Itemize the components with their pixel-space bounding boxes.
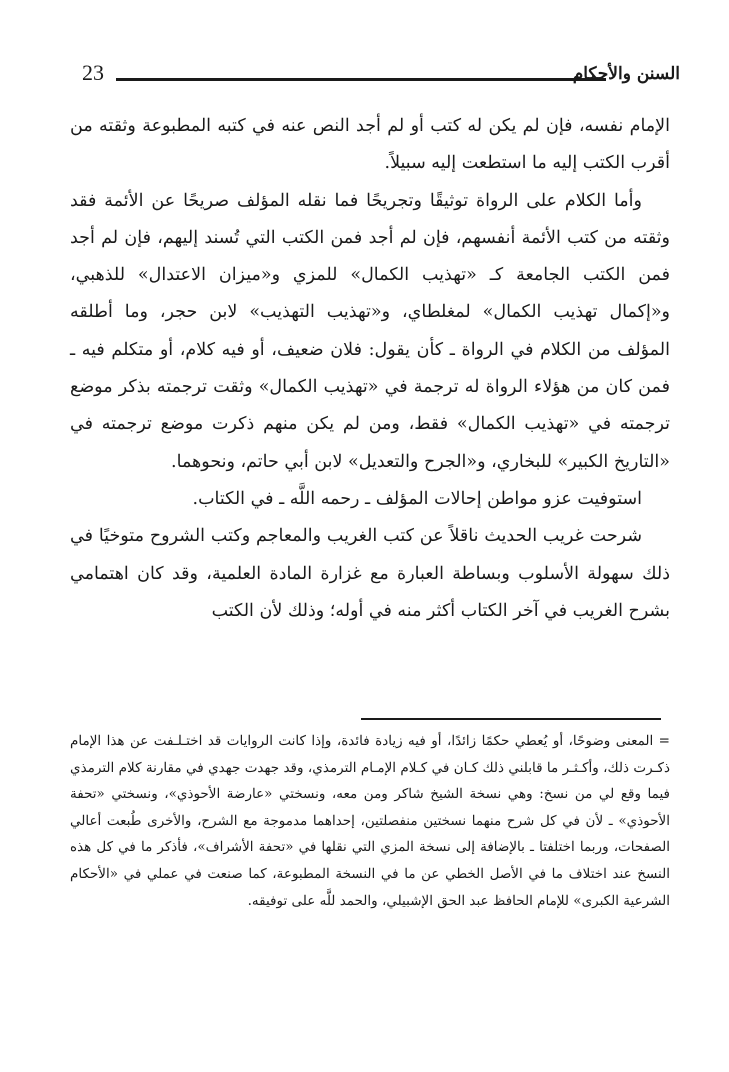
page-header xyxy=(60,60,680,94)
paragraph: شرحت غريب الحديث ناقلاً عن كتب الغريب والمعاجم وكتب الشروح متوخيًا في ذلك سهولة الأسلوب وبساطة العبارة مع غزارة المادة العلمية، وقد كان اهتمامي بشرح الغريب في آخر الكتاب أكثر منه في أوله؛ وذلك لأن الكتب xyxy=(70,526,670,621)
main-text xyxy=(70,108,670,630)
paragraph: الإمام نفسه، فإن لم يكن له كتب أو لم أجد النص عنه في كتبه المطبوعة وثقته من أقرب الكتب إليه ما استطعت إليه سبيلاً. xyxy=(70,116,670,174)
footnote xyxy=(70,728,670,914)
footnote-text: = المعنى وضوحًا، أو يُعطي حكمًا زائدًا، أو فيه زيادة فائدة، وإذا كانت الروايات قد اختـلـفت عن هذا الإمام ذكـرت ذلك، وأكـثـر ما قابلني ذلك كـان في كـلام الإمـام الترمذي، وقد جهدت جهدي في مقارنة كلام الترمذي فيما وقع لي من نسخ: وهي نسخة الشيخ شاكر ومن معه، ونسختي «عارضة الأحوذي»، ونسختي «تحفة الأحوذي» ـ لأن في كل شرح منهما نسختين منفصلتين، إحداهما مدموجة مع الشرح، والأخرى طُبعت أعالي الصفحات، وربما اختلفتا ـ بالإضافة إلى نسخة المزي التي نقلها في «تحفة الأشراف»، فأذكر ما في كل هذه النسخ عند اختلاف ما في الأصل الخطي عن ما في النسخة المطبوعة، كما صنعت في عملي في «الأحكام الشرعية الكبرى» للإمام الحافظ عبد الحق الإشبيلي، والحمد للَّه على توفيقه. xyxy=(70,733,670,909)
header-rule xyxy=(116,78,606,81)
running-title: السنن والأحكام xyxy=(572,64,680,84)
footnote-divider xyxy=(361,718,661,720)
paragraph: وأما الكلام على الرواة توثيقًا وتجريحًا فما نقله المؤلف صريحًا عن الأئمة فقد وثقته من كتب الأئمة أنفسهم، فإن لم أجد فمن الكتب التي تُسند إليهم، فإن لم أجد فمن الكتب الجامعة كـ «تهذيب الكمال» للمزي و«ميزان الاعتدال» للذهبي، و«إكمال تهذيب الكمال» لمغلطاي، و«تهذيب التهذيب» لابن حجر، وما أطلقه المؤلف من الكلام في الرواة ـ كأن يقول: فلان ضعيف، أو فيه كلام، أو متكلم فيه ـ فمن كان من هؤلاء الرواة له ترجمة في «تهذيب الكمال» وثقت ترجمته بذكر موضع ترجمته في «تهذيب الكمال» فقط، ومن لم يكن منهم ذكرت موضع ترجمته في «التاريخ الكبير» للبخاري، و«الجرح والتعديل» لابن أبي حاتم، ونحوهما. xyxy=(70,190,670,472)
page-number: 23 xyxy=(82,60,104,85)
paragraph: استوفيت عزو مواطن إحالات المؤلف ـ رحمه اللَّه ـ في الكتاب. xyxy=(192,488,642,509)
